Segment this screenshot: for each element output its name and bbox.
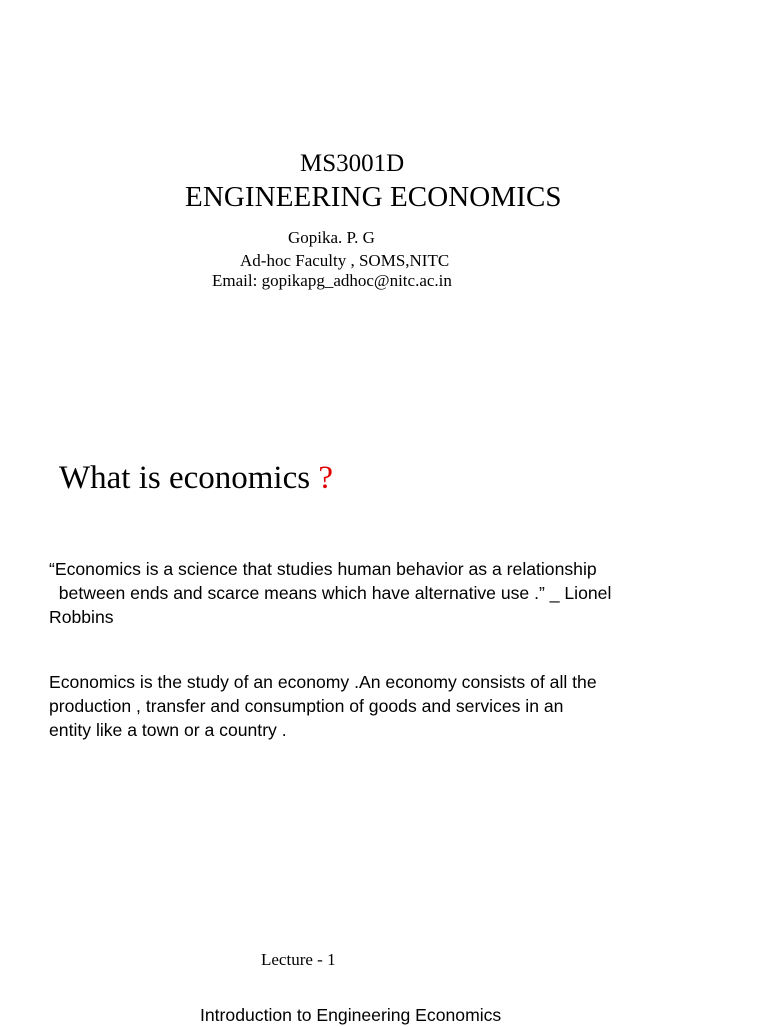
course-title: ENGINEERING ECONOMICS: [185, 181, 562, 213]
instructor-email: Email: gopikapg_adhoc@nitc.ac.in: [212, 271, 452, 290]
lecture-label: Lecture - 1: [261, 950, 336, 969]
economics-definition: [49, 670, 739, 742]
question-mark: ?: [318, 460, 333, 496]
definition-line: entity like a town or a country .: [49, 720, 287, 740]
course-code: MS3001D: [300, 150, 405, 177]
lecture-topic: Introduction to Engineering Economics: [200, 1005, 502, 1025]
section-heading: [59, 458, 333, 498]
instructor-name: Gopika. P. G: [288, 228, 375, 247]
robbins-quote: [49, 557, 739, 629]
definition-line: production , transfer and consumption of goods and services in an: [49, 696, 564, 716]
instructor-role: Ad-hoc Faculty , SOMS,NITC: [240, 251, 450, 270]
quote-line: between ends and scarce means which have alternative use .” _ Lionel: [49, 583, 612, 603]
section-heading-text: What is economics: [59, 460, 319, 496]
definition-line: Economics is the study of an economy .An economy consists of all the: [49, 672, 597, 692]
quote-line: “Economics is a science that studies human behavior as a relationship: [49, 559, 597, 579]
quote-line: Robbins: [49, 607, 114, 627]
